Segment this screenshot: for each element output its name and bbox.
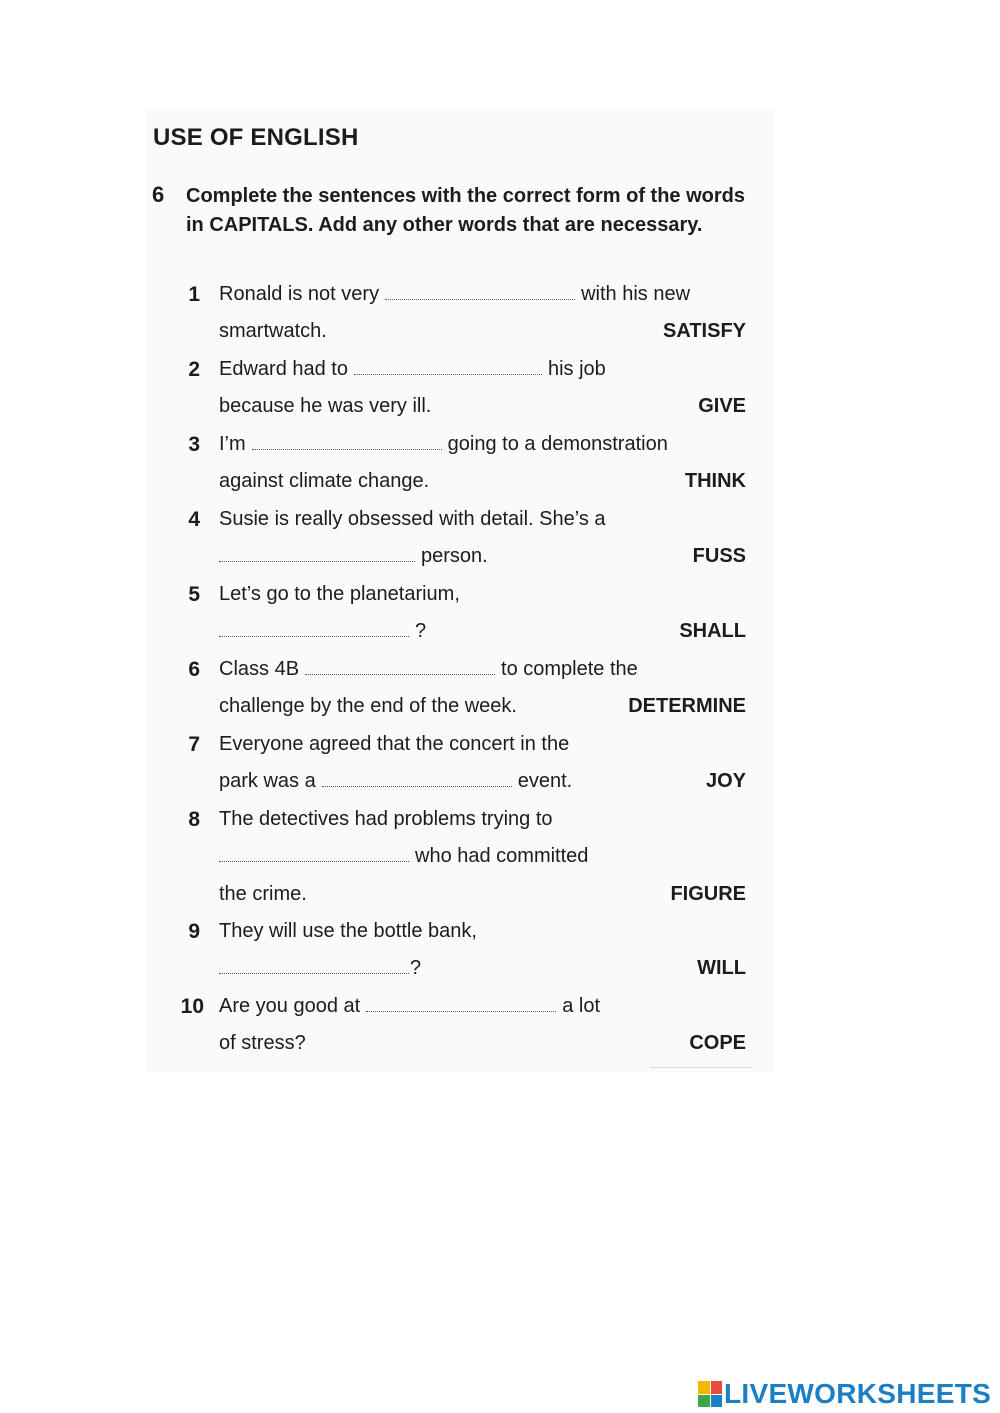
logo-tile — [711, 1395, 723, 1408]
sentence-text: ? — [410, 957, 422, 979]
item-number: 9 — [188, 920, 200, 943]
keyword: THINK — [684, 470, 746, 492]
item-line — [219, 351, 606, 389]
item-line: Let’s go to the planetarium, — [219, 583, 460, 605]
item-line: the crime. — [219, 883, 307, 905]
item-line: Susie is really obsessed with detail. She’s a — [219, 508, 606, 530]
keyword: FUSS — [692, 545, 746, 567]
item-number: 6 — [188, 658, 200, 681]
sentence-text: who had committed — [415, 845, 589, 867]
item-line — [219, 988, 600, 1026]
divider — [650, 1067, 752, 1068]
logo-tile — [698, 1381, 710, 1394]
item-line: against climate change. — [219, 470, 430, 492]
item-line — [219, 426, 668, 464]
sentence-text: person. — [421, 545, 488, 567]
sentence-text: Edward had to — [219, 358, 348, 380]
item-number: 4 — [188, 508, 200, 531]
sentence-text: going to a demonstration — [447, 433, 668, 455]
keyword: COPE — [689, 1032, 746, 1054]
answer-blank[interactable] — [252, 448, 442, 450]
item-line — [219, 276, 690, 314]
item-line — [219, 950, 421, 988]
item-line: They will use the bottle bank, — [219, 920, 477, 942]
sentence-text: to complete the — [501, 658, 638, 680]
exercise-number: 6 — [152, 182, 165, 207]
answer-blank[interactable] — [305, 673, 495, 675]
item-number: 2 — [188, 358, 200, 381]
keyword: GIVE — [698, 395, 746, 417]
keyword: SHALL — [679, 620, 746, 642]
item-line — [219, 838, 588, 876]
sentence-text: Are you good at — [219, 995, 361, 1017]
keyword: FIGURE — [670, 883, 746, 905]
answer-blank[interactable] — [366, 1010, 556, 1012]
sentence-text: park was a — [219, 770, 316, 792]
item-line — [219, 763, 572, 801]
sentence-text: with his new — [581, 283, 691, 305]
exercise-instruction: Complete the sentences with the correct form of the words in CAPITALS. Add any other words that are necessary. — [186, 185, 745, 236]
item-number: 7 — [188, 733, 200, 756]
liveworksheets-logo-icon — [698, 1381, 722, 1407]
item-line — [219, 651, 638, 689]
logo-text: LIVEWORKSHEETS — [724, 1378, 992, 1409]
keyword: DETERMINE — [628, 695, 746, 717]
keyword: SATISFY — [663, 320, 746, 342]
section-title: USE OF ENGLISH — [153, 124, 359, 151]
item-line: smartwatch. — [219, 320, 327, 342]
sentence-text: ? — [415, 620, 427, 642]
item-number: 1 — [188, 283, 200, 306]
answer-blank[interactable] — [322, 785, 512, 787]
item-line: The detectives had problems trying to — [219, 808, 553, 830]
item-line: of stress? — [219, 1032, 306, 1054]
answer-blank[interactable] — [219, 972, 409, 974]
answer-blank[interactable] — [219, 860, 409, 862]
logo-tile — [698, 1395, 710, 1408]
item-number: 5 — [188, 583, 200, 606]
item-line: Everyone agreed that the concert in the — [219, 733, 570, 755]
sentence-text: event. — [517, 770, 573, 792]
item-number: 3 — [188, 433, 200, 456]
sentence-text: I’m — [219, 433, 246, 455]
item-line: because he was very ill. — [219, 395, 432, 417]
keyword: JOY — [705, 770, 746, 792]
logo-tile — [711, 1381, 723, 1394]
item-number: 8 — [188, 808, 200, 831]
answer-blank[interactable] — [219, 560, 415, 562]
sentence-text: a lot — [562, 995, 601, 1017]
item-line — [219, 538, 488, 576]
sentence-text: Ronald is not very — [219, 283, 380, 305]
sentence-text: Class 4B — [219, 658, 300, 680]
item-line — [219, 613, 426, 651]
answer-blank[interactable] — [385, 298, 575, 300]
item-number: 10 — [180, 995, 204, 1018]
sentence-text: his job — [547, 358, 606, 380]
keyword: WILL — [697, 957, 746, 979]
footer-logo[interactable] — [698, 1377, 991, 1411]
answer-blank[interactable] — [219, 635, 409, 637]
answer-blank[interactable] — [354, 373, 542, 375]
item-line: challenge by the end of the week. — [219, 695, 517, 717]
